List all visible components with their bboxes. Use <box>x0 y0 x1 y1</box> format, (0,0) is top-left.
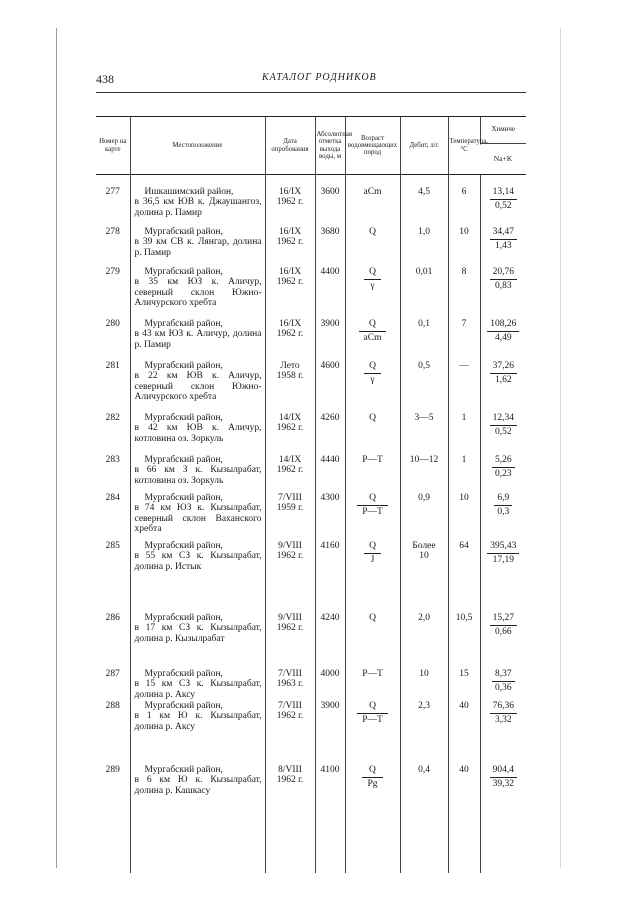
spring-number: 285 <box>105 541 120 551</box>
location-district: Мургабский район, <box>144 227 223 237</box>
springs-catalog-table <box>96 116 526 873</box>
location-detail: в 35 км ЮЗ к. Аличур, северный склон Южно-Аличурского хребта <box>134 277 262 309</box>
sampling-date-day: 16/IX <box>278 267 302 277</box>
column-header-na-k: Na+K <box>480 144 526 175</box>
spring-number: 282 <box>105 413 120 423</box>
table-row <box>96 227 526 267</box>
sampling-date-year: 1958 г. <box>276 371 304 382</box>
sampling-date-day: 7/VIII <box>278 701 302 711</box>
na-k-fraction <box>490 227 517 252</box>
page-edge-line <box>560 28 561 868</box>
flow-rate <box>400 701 448 765</box>
spring-number: 284 <box>105 493 120 503</box>
location-district: Мургабский район, <box>144 361 223 371</box>
sampling-date <box>265 669 315 701</box>
spring-location <box>130 187 265 227</box>
temperature-value: 6 <box>448 187 480 227</box>
rock-age-bottom: J <box>370 554 375 565</box>
flow-rate <box>400 227 448 267</box>
table-row <box>96 455 526 493</box>
rock-age-bottom: Pg <box>367 778 378 789</box>
location-detail: в 43 км ЮЗ к. Аличур, долина р. Памир <box>134 329 262 350</box>
table-row <box>96 765 526 831</box>
sampling-date-year: 1962 г. <box>276 623 304 634</box>
flow-rate-line1: 0,1 <box>418 319 430 329</box>
altitude-value: 3900 <box>315 701 345 765</box>
spring-number: 278 <box>105 227 120 237</box>
column-header-date: Дата опробования <box>265 117 315 175</box>
column-header-flow: Дебит, л/с <box>400 117 448 175</box>
rock-age <box>345 455 400 493</box>
spring-location <box>130 267 265 319</box>
rock-age <box>345 413 400 455</box>
rock-age <box>345 701 400 765</box>
na-k-bottom: 0,36 <box>494 682 512 693</box>
sampling-date <box>265 227 315 267</box>
spring-location <box>130 765 265 831</box>
sampling-date <box>265 493 315 541</box>
table-row <box>96 669 526 701</box>
na-k-bottom: 3,32 <box>494 714 512 725</box>
page-number: 438 <box>96 72 114 86</box>
altitude-value: 4240 <box>315 613 345 669</box>
na-k-top: 904,4 <box>492 765 514 775</box>
table-row <box>96 361 526 413</box>
rock-age-bottom: P—T <box>362 714 383 725</box>
na-k-fraction <box>490 765 517 790</box>
location-detail: в 55 км СЗ к. Кызылрабат, долина р. Истык <box>134 551 262 572</box>
location-district: Мургабский район, <box>144 413 223 423</box>
flow-rate <box>400 455 448 493</box>
rock-age-fraction <box>357 669 388 681</box>
altitude-value: 3680 <box>315 227 345 267</box>
na-k-fraction <box>490 187 517 212</box>
sampling-date-day: Лето <box>280 361 300 371</box>
sampling-date <box>265 455 315 493</box>
table-row <box>96 319 526 361</box>
na-k-top: 20,76 <box>492 267 514 277</box>
na-k-content <box>480 187 526 227</box>
flow-rate <box>400 541 448 613</box>
temperature-value: 40 <box>448 765 480 831</box>
spring-location <box>130 541 265 613</box>
sampling-date-day: 14/IX <box>278 413 302 423</box>
na-k-top: 8,37 <box>494 669 512 679</box>
sampling-date-day: 7/VIII <box>278 493 302 503</box>
sampling-date-year: 1962 г. <box>276 277 304 288</box>
na-k-top: 37,26 <box>492 361 514 371</box>
flow-rate-line1: 0,9 <box>418 493 430 503</box>
location-district: Мургабский район, <box>144 765 223 775</box>
spring-number: 281 <box>105 361 120 371</box>
location-district: Мургабский район, <box>144 319 223 329</box>
sampling-date-year: 1962 г. <box>276 551 304 562</box>
flow-rate <box>400 319 448 361</box>
altitude-value: 4260 <box>315 413 345 455</box>
rock-age <box>345 541 400 613</box>
na-k-content <box>480 267 526 319</box>
rock-age <box>345 493 400 541</box>
column-header-location: Местоположение <box>130 117 265 175</box>
rock-age-bottom: γ <box>370 280 375 291</box>
location-district: Мургабский район, <box>144 267 223 277</box>
sampling-date-year: 1962 г. <box>276 711 304 722</box>
na-k-fraction <box>494 493 512 518</box>
rock-age-bottom: aCm <box>363 332 382 343</box>
sampling-date-year: 1962 г. <box>276 423 304 434</box>
sampling-date-year: 1959 г. <box>276 503 304 514</box>
rock-age-top: Q <box>369 541 376 551</box>
location-detail: в 74 км ЮЗ к. Кызылрабат, северный склон Ваханского хребта <box>134 503 262 535</box>
location-district: Мургабский район, <box>144 455 223 465</box>
sampling-date-year: 1962 г. <box>276 237 304 248</box>
location-detail: в 36,5 км ЮВ к. Джаушангоз, долина р. Памир <box>134 197 262 218</box>
table-body <box>96 175 526 874</box>
column-header-chemistry: Химиче <box>480 117 526 144</box>
spring-location <box>130 361 265 413</box>
flow-rate-line1: 0,01 <box>415 267 433 277</box>
flow-rate-line1: 2,0 <box>418 613 430 623</box>
flow-rate <box>400 493 448 541</box>
flow-rate <box>400 361 448 413</box>
table-row <box>96 541 526 613</box>
na-k-content <box>480 669 526 701</box>
sampling-date <box>265 701 315 765</box>
rock-age-top: Q <box>369 361 376 371</box>
sampling-date-year: 1963 г. <box>276 679 304 690</box>
table-row <box>96 267 526 319</box>
rock-age-fraction <box>364 541 381 566</box>
table-row <box>96 701 526 765</box>
column-header-temperature: Температура, °С <box>448 117 480 175</box>
sampling-date-year: 1962 г. <box>276 197 304 208</box>
na-k-bottom: 1,62 <box>494 374 512 385</box>
sampling-date-day: 14/IX <box>278 455 302 465</box>
na-k-content <box>480 361 526 413</box>
rock-age-fraction <box>359 319 387 344</box>
temperature-value: — <box>448 361 480 413</box>
sampling-date-year: 1962 г. <box>276 775 304 786</box>
na-k-bottom: 0,3 <box>497 506 510 517</box>
location-detail: в 66 км З к. Кызылрабат, котловина оз. Зоркуль <box>134 465 262 486</box>
sampling-date <box>265 765 315 831</box>
location-district: Мургабский район, <box>144 669 223 679</box>
location-detail: в 22 км ЮВ к. Аличур, северный склон Южно-Аличурского хребта <box>134 371 262 403</box>
rock-age-fraction <box>357 701 388 726</box>
location-detail: в 39 км СВ к. Лянгар, долина р. Памир <box>134 237 262 258</box>
na-k-content <box>480 413 526 455</box>
na-k-bottom: 0,66 <box>494 626 512 637</box>
flow-rate-line1: 10 <box>419 669 429 679</box>
na-k-content <box>480 765 526 831</box>
location-district: Мургабский район, <box>144 701 223 711</box>
altitude-value: 3600 <box>315 187 345 227</box>
na-k-fraction <box>487 319 519 344</box>
rock-age <box>345 361 400 413</box>
running-head <box>0 0 621 110</box>
rock-age-fraction <box>364 227 381 239</box>
spring-number: 277 <box>105 187 120 197</box>
temperature-value: 7 <box>448 319 480 361</box>
location-detail: в 17 км СЗ к. Кызылрабат, долина р. Кызылрабат <box>134 623 262 644</box>
flow-rate <box>400 765 448 831</box>
spring-number: 287 <box>105 669 120 679</box>
column-header-age: Возраст водовмещающих пород <box>345 117 400 175</box>
flow-rate-line1: 10—12 <box>409 455 439 465</box>
rock-age-top: P—T <box>362 455 383 465</box>
location-district: Мургабский район, <box>144 613 223 623</box>
spring-location <box>130 227 265 267</box>
rock-age-fraction <box>364 413 381 425</box>
altitude-value: 4300 <box>315 493 345 541</box>
location-detail: в 15 км СЗ к. Кызылрабат, долина р. Аксу <box>134 679 262 700</box>
spring-number: 283 <box>105 455 120 465</box>
na-k-bottom: 39,32 <box>492 778 514 789</box>
table-row <box>96 413 526 455</box>
altitude-value: 4400 <box>315 267 345 319</box>
na-k-content <box>480 613 526 669</box>
table-row <box>96 187 526 227</box>
temperature-value: 10 <box>448 493 480 541</box>
sampling-date-day: 7/VIII <box>278 669 302 679</box>
na-k-fraction <box>487 541 519 566</box>
sampling-date-day: 16/IX <box>278 187 302 197</box>
flow-rate-line1: Более <box>412 541 436 551</box>
rock-age-top: Q <box>369 701 376 711</box>
temperature-value: 15 <box>448 669 480 701</box>
na-k-bottom: 0,23 <box>494 468 512 479</box>
rock-age <box>345 319 400 361</box>
sampling-date <box>265 187 315 227</box>
rock-age-fraction <box>364 361 381 386</box>
na-k-top: 6,9 <box>497 493 510 503</box>
flow-rate <box>400 413 448 455</box>
rock-age-top: Q <box>369 413 376 423</box>
spring-location <box>130 455 265 493</box>
rock-age-fraction <box>362 765 382 790</box>
table-row <box>96 613 526 669</box>
spring-location <box>130 613 265 669</box>
altitude-value: 4100 <box>315 765 345 831</box>
na-k-top: 15,27 <box>492 613 514 623</box>
na-k-fraction <box>492 669 515 694</box>
rock-age-top: aCm <box>363 187 382 197</box>
table-row <box>96 493 526 541</box>
rock-age-top: P—T <box>362 669 383 679</box>
rock-age-fraction <box>357 455 388 467</box>
temperature-value: 64 <box>448 541 480 613</box>
rock-age-bottom: P—T <box>362 506 383 517</box>
temperature-value: 10,5 <box>448 613 480 669</box>
location-detail: в 1 км Ю к. Кызылрабат, долина р. Аксу <box>134 711 262 732</box>
spring-number: 289 <box>105 765 120 775</box>
rock-age-top: Q <box>369 227 376 237</box>
na-k-bottom: 4,49 <box>494 332 512 343</box>
rock-age-top: Q <box>369 267 376 277</box>
sampling-date-day: 9/VIII <box>278 541 302 551</box>
rock-age-fraction <box>364 267 381 292</box>
na-k-top: 395,43 <box>490 541 517 551</box>
rock-age-top: Q <box>369 765 376 775</box>
flow-rate-line1: 3—5 <box>414 413 434 423</box>
spring-number: 279 <box>105 267 120 277</box>
sampling-date <box>265 319 315 361</box>
rock-age <box>345 227 400 267</box>
flow-rate <box>400 669 448 701</box>
na-k-bottom: 0,52 <box>494 426 512 437</box>
na-k-content <box>480 319 526 361</box>
flow-rate-line1: 0,5 <box>418 361 430 371</box>
sampling-date <box>265 361 315 413</box>
flow-rate-line2: 10 <box>419 551 429 562</box>
column-header-altitude: Абсолютная отметка выхода воды, м <box>315 117 345 175</box>
sampling-date <box>265 267 315 319</box>
na-k-content <box>480 455 526 493</box>
rock-age-top: Q <box>369 319 376 329</box>
na-k-content <box>480 227 526 267</box>
na-k-top: 76,36 <box>492 701 514 711</box>
page-title: КАТАЛОГ РОДНИКОВ <box>262 72 377 83</box>
sampling-date-year: 1962 г. <box>276 465 304 476</box>
sampling-date-year: 1962 г. <box>276 329 304 340</box>
sampling-date <box>265 613 315 669</box>
page-binding-line <box>56 28 57 868</box>
rock-age <box>345 613 400 669</box>
flow-rate-line1: 1,0 <box>418 227 430 237</box>
sampling-date <box>265 541 315 613</box>
na-k-fraction <box>492 455 515 480</box>
spring-number: 288 <box>105 701 120 711</box>
na-k-top: 12,34 <box>492 413 514 423</box>
sampling-date-day: 16/IX <box>278 319 302 329</box>
na-k-content <box>480 493 526 541</box>
location-detail: в 6 км Ю к. Кызылрабат, долина р. Кашкасу <box>134 775 262 796</box>
altitude-value: 4160 <box>315 541 345 613</box>
spring-number: 286 <box>105 613 120 623</box>
temperature-value: 1 <box>448 455 480 493</box>
temperature-value: 40 <box>448 701 480 765</box>
na-k-top: 108,26 <box>490 319 517 329</box>
na-k-bottom: 0,83 <box>494 280 512 291</box>
column-header-number: Номер на карте <box>96 117 130 175</box>
na-k-content <box>480 541 526 613</box>
flow-rate-line1: 2,3 <box>418 701 430 711</box>
na-k-top: 34,47 <box>492 227 514 237</box>
flow-rate <box>400 613 448 669</box>
altitude-value: 4000 <box>315 669 345 701</box>
rock-age <box>345 765 400 831</box>
altitude-value: 3900 <box>315 319 345 361</box>
temperature-value: 10 <box>448 227 480 267</box>
rock-age-fraction <box>364 613 381 625</box>
rock-age <box>345 187 400 227</box>
na-k-bottom: 0,52 <box>494 200 512 211</box>
na-k-fraction <box>490 267 517 292</box>
spring-number: 280 <box>105 319 120 329</box>
temperature-value: 8 <box>448 267 480 319</box>
na-k-fraction <box>490 413 517 438</box>
rock-age-fraction <box>359 187 387 199</box>
altitude-value: 4440 <box>315 455 345 493</box>
na-k-bottom: 17,19 <box>492 554 514 565</box>
na-k-fraction <box>490 361 517 386</box>
na-k-bottom: 1,43 <box>494 240 512 251</box>
flow-rate <box>400 187 448 227</box>
rock-age-top: Q <box>369 493 376 503</box>
rock-age <box>345 669 400 701</box>
na-k-top: 5,26 <box>494 455 512 465</box>
rock-age <box>345 267 400 319</box>
spring-location <box>130 669 265 701</box>
spring-location <box>130 701 265 765</box>
spring-location <box>130 493 265 541</box>
rock-age-fraction <box>357 493 388 518</box>
rock-age-bottom: γ <box>370 374 375 385</box>
location-district: Ишкашимский район, <box>144 187 234 197</box>
na-k-fraction <box>490 701 517 726</box>
na-k-top: 13,14 <box>492 187 514 197</box>
spring-location <box>130 319 265 361</box>
sampling-date-day: 9/VIII <box>278 613 302 623</box>
header-rule <box>96 92 526 93</box>
location-detail: в 42 км ЮВ к. Аличур, котловина оз. Зоркуль <box>134 423 262 444</box>
spring-location <box>130 413 265 455</box>
location-district: Мургабский район, <box>144 541 223 551</box>
flow-rate-line1: 0,4 <box>418 765 430 775</box>
temperature-value: 1 <box>448 413 480 455</box>
sampling-date <box>265 413 315 455</box>
altitude-value: 4600 <box>315 361 345 413</box>
na-k-content <box>480 701 526 765</box>
na-k-fraction <box>490 613 517 638</box>
rock-age-top: Q <box>369 613 376 623</box>
sampling-date-day: 8/VIII <box>278 765 302 775</box>
flow-rate <box>400 267 448 319</box>
sampling-date-day: 16/IX <box>278 227 302 237</box>
flow-rate-line1: 4,5 <box>418 187 430 197</box>
location-district: Мургабский район, <box>144 493 223 503</box>
